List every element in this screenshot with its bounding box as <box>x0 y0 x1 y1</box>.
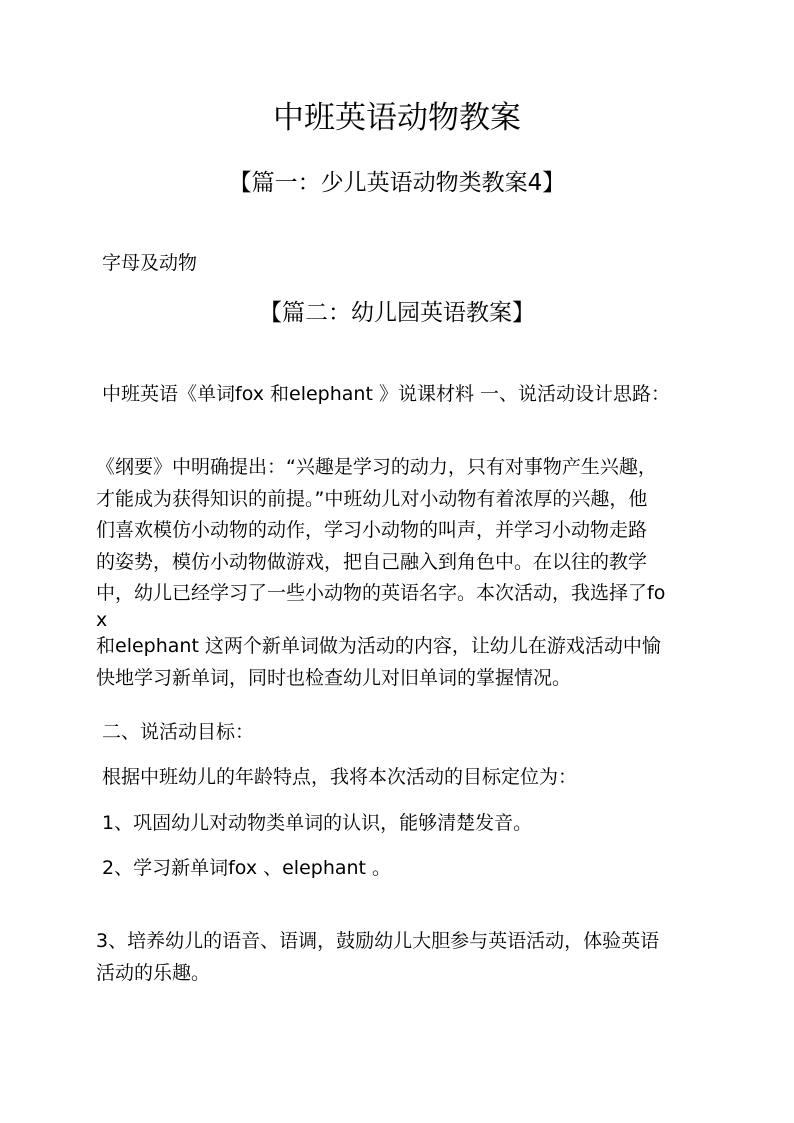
paragraph-line: 《纲要》中明确提出：“兴趣是学习的动力，只有对事物产生兴趣， <box>96 456 657 478</box>
document-title: 中班英语动物教案 <box>273 100 521 136</box>
paragraph-line: 快地学习新单词，同时也检查幼儿对旧单词的掌握情况。 <box>96 666 572 689</box>
goals-intro: 根据中班幼儿的年龄特点，我将本次活动的目标定位为： <box>102 766 578 788</box>
paragraph-line: 中，幼儿已经学习了一些小动物的英语名字。本次活动，我选择了fo <box>96 582 666 605</box>
section-two-heading: 二、说活动目标： <box>102 721 255 743</box>
paragraph-line: 3、培养幼儿的语音、语调，鼓励幼儿大胆参与英语活动，体验英语 <box>96 930 660 952</box>
goal-item-3 <box>96 925 696 989</box>
goal-item-1: 1、巩固幼儿对动物类单词的认识，能够清楚发音。 <box>102 812 533 834</box>
goal-item-2: 2、学习新单词fox 、elephant 。 <box>102 857 392 879</box>
intro-line: 中班英语《单词fox 和elephant 》说课材料 一、说活动设计思路： <box>102 383 670 405</box>
paragraph-line: 的姿势，模仿小动物做游戏，把自己融入到角色中。在以往的教学 <box>96 550 648 573</box>
section-heading-two: 【篇二：幼儿园英语教案】 <box>259 300 535 326</box>
design-rationale-paragraph <box>96 452 696 694</box>
paragraph-line: 们喜欢模仿小动物的动作，学习小动物的叫声，并学习小动物走路 <box>96 519 648 542</box>
paragraph-line: 才能成为获得知识的前提。”中班幼儿对小动物有着浓厚的兴趣，他 <box>96 487 648 510</box>
section-heading-one: 【篇一：少儿英语动物类教案4】 <box>228 170 566 196</box>
text-letters-animals: 字母及动物 <box>102 252 198 274</box>
paragraph-line: 活动的乐趣。 <box>96 962 211 984</box>
paragraph-line: x <box>96 608 108 631</box>
paragraph-line: 和elephant 这两个新单词做为活动的内容，让幼儿在游戏活动中愉 <box>96 634 661 657</box>
